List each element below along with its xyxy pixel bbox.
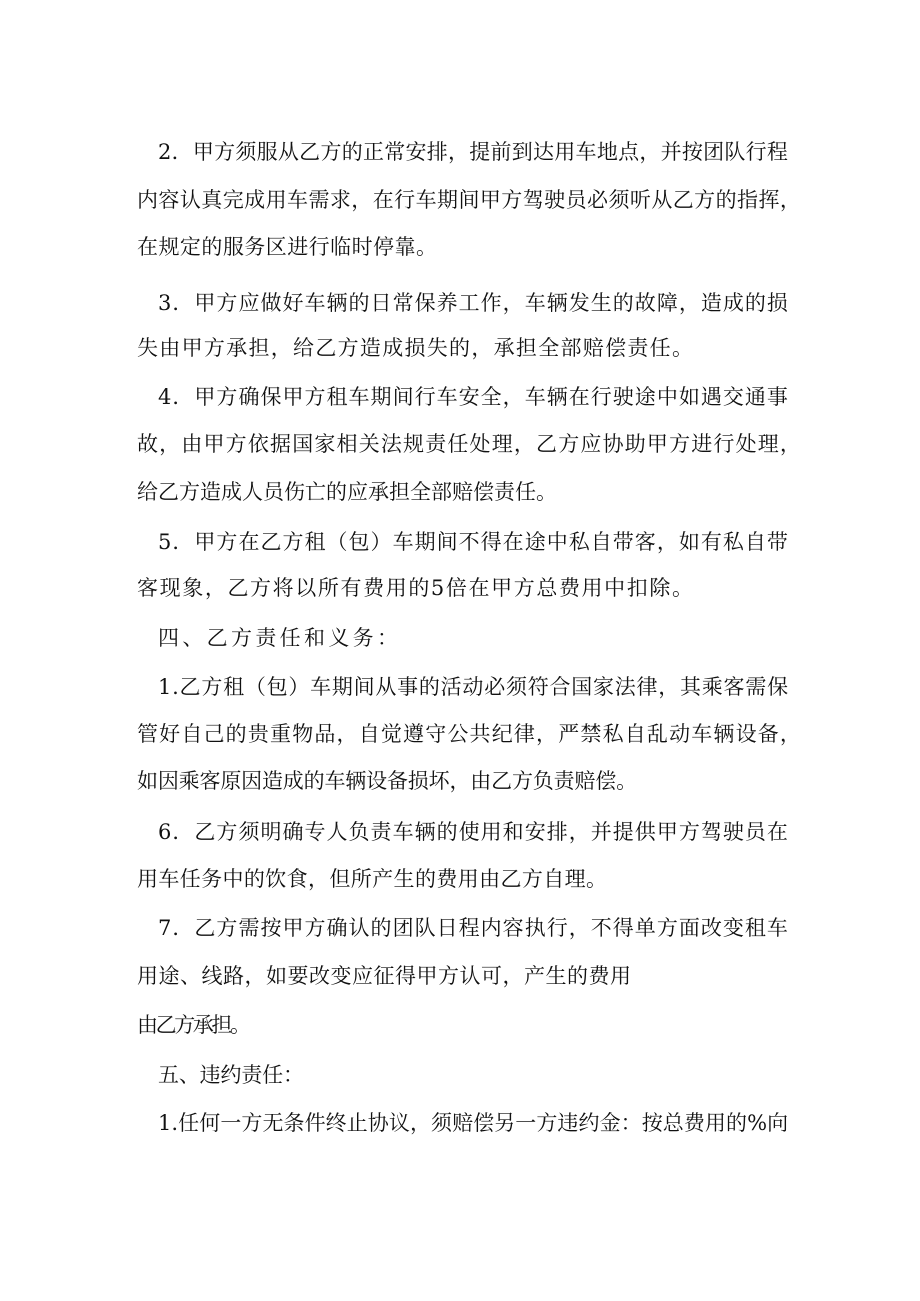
section-heading: 四、乙方责任和义务： (158, 626, 402, 650)
paragraph-line: 故，由甲方依据国家相关法规责任处理，乙方应协助甲方进行处理， (137, 432, 803, 456)
paragraph-line: 内容认真完成用车需求，在行车期间甲方驾驶员必须听从乙方的指挥， (137, 188, 802, 212)
paragraph-line: 5．甲方在乙方租（包）车期间不得在途中私自带客，如有私自带 (158, 530, 789, 554)
paragraph-line: 4．甲方确保甲方租车期间行车安全，车辆在行驶途中如遇交通事 (158, 385, 789, 409)
paragraph-line: 给乙方造成人员伤亡的应承担全部赔偿责任。 (137, 480, 557, 504)
paragraph-line: 3．甲方应做好车辆的日常保养工作，车辆发生的故障，造成的损 (158, 291, 789, 315)
section-heading: 五、违约责任： (158, 1063, 304, 1087)
paragraph-line: 由乙方承担。 (137, 1013, 249, 1037)
paragraph-line: 在规定的服务区进行临时停靠。 (137, 235, 438, 259)
paragraph-line: 用车任务中的饮食，但所产生的费用由乙方自理。 (137, 867, 608, 891)
paragraph-line: 用途、线路，如要改变应征得甲方认可，产生的费用 (137, 964, 632, 988)
paragraph-line: 如因乘客原因造成的车辆设备损坏，由乙方负责赔偿。 (137, 769, 637, 793)
paragraph-line: 7．乙方需按甲方确认的团队日程内容执行，不得单方面改变租车 (158, 916, 789, 940)
paragraph-line: 1.乙方租（包）车期间从事的活动必须符合国家法律，其乘客需保 (158, 675, 789, 699)
paragraph-line: 6．乙方须明确专人负责车辆的使用和安排，并提供甲方驾驶员在 (158, 820, 789, 844)
paragraph-line: 1.任何一方无条件终止协议，须赔偿另一方违约金：按总费用的%向 (158, 1111, 789, 1135)
paragraph-line: 客现象，乙方将以所有费用的5倍在甲方总费用中扣除。 (137, 576, 695, 600)
paragraph-line: 失由甲方承担，给乙方造成损失的，承担全部赔偿责任。 (137, 336, 695, 360)
paragraph-line: 管好自己的贵重物品，自觉遵守公共纪律，严禁私自乱动车辆设备， (137, 722, 803, 746)
paragraph-line: 2．甲方须服从乙方的正常安排，提前到达用车地点，并按团队行程 (158, 140, 789, 164)
